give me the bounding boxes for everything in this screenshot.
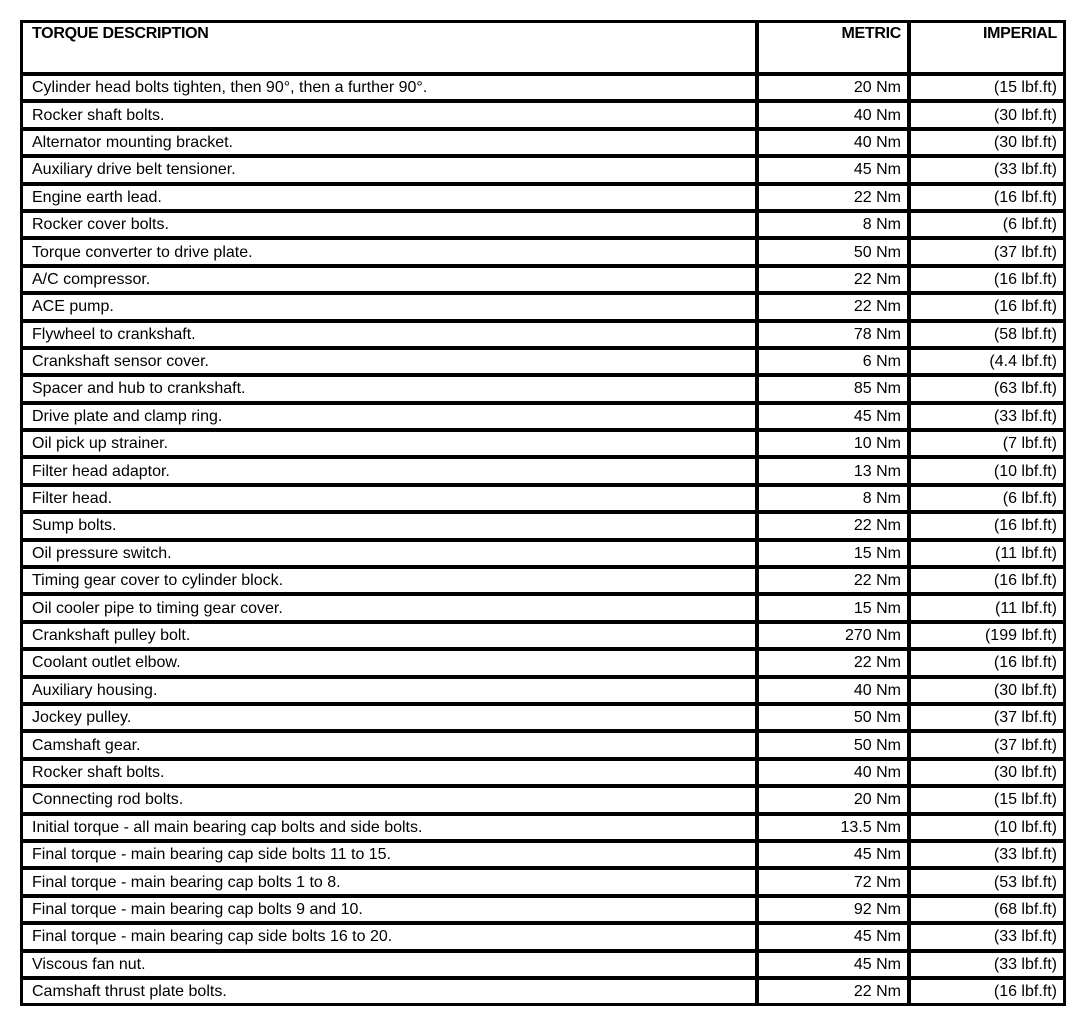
table-row <box>23 624 1063 651</box>
cell-metric: 50 Nm <box>759 733 911 760</box>
table-row <box>23 377 1063 404</box>
cell-metric: 92 Nm <box>759 898 911 925</box>
cell-description: Jockey pulley. <box>23 706 759 733</box>
cell-description: Engine earth lead. <box>23 186 759 213</box>
cell-description: Oil cooler pipe to timing gear cover. <box>23 596 759 623</box>
cell-description: Spacer and hub to crankshaft. <box>23 377 759 404</box>
cell-imperial: (16 lbf.ft) <box>911 268 1063 295</box>
cell-imperial: (30 lbf.ft) <box>911 131 1063 158</box>
table-row <box>23 679 1063 706</box>
cell-description: Rocker shaft bolts. <box>23 103 759 130</box>
cell-description: A/C compressor. <box>23 268 759 295</box>
cell-imperial: (11 lbf.ft) <box>911 596 1063 623</box>
table-row <box>23 213 1063 240</box>
cell-metric: 45 Nm <box>759 843 911 870</box>
cell-description: Timing gear cover to cylinder block. <box>23 569 759 596</box>
cell-description: Viscous fan nut. <box>23 953 759 980</box>
table-row <box>23 925 1063 952</box>
cell-imperial: (16 lbf.ft) <box>911 186 1063 213</box>
cell-metric: 72 Nm <box>759 870 911 897</box>
table-row <box>23 651 1063 678</box>
cell-description: Final torque - main bearing cap side bolts 16 to 20. <box>23 925 759 952</box>
cell-description: Rocker shaft bolts. <box>23 761 759 788</box>
cell-imperial: (30 lbf.ft) <box>911 103 1063 130</box>
cell-imperial: (58 lbf.ft) <box>911 323 1063 350</box>
cell-description: Camshaft thrust plate bolts. <box>23 980 759 1003</box>
cell-metric: 22 Nm <box>759 514 911 541</box>
table-row <box>23 487 1063 514</box>
table-body <box>23 76 1063 1003</box>
cell-imperial: (15 lbf.ft) <box>911 76 1063 103</box>
cell-imperial: (33 lbf.ft) <box>911 843 1063 870</box>
table-row <box>23 569 1063 596</box>
cell-metric: 6 Nm <box>759 350 911 377</box>
cell-description: Filter head adaptor. <box>23 459 759 486</box>
cell-metric: 45 Nm <box>759 405 911 432</box>
table-row <box>23 103 1063 130</box>
cell-imperial: (16 lbf.ft) <box>911 569 1063 596</box>
cell-metric: 50 Nm <box>759 240 911 267</box>
cell-metric: 20 Nm <box>759 788 911 815</box>
cell-description: Rocker cover bolts. <box>23 213 759 240</box>
cell-metric: 45 Nm <box>759 925 911 952</box>
cell-metric: 50 Nm <box>759 706 911 733</box>
cell-imperial: (37 lbf.ft) <box>911 733 1063 760</box>
table-row <box>23 459 1063 486</box>
table-row <box>23 76 1063 103</box>
table-row <box>23 788 1063 815</box>
table-row <box>23 514 1063 541</box>
cell-imperial: (10 lbf.ft) <box>911 459 1063 486</box>
cell-metric: 85 Nm <box>759 377 911 404</box>
cell-imperial: (30 lbf.ft) <box>911 679 1063 706</box>
cell-imperial: (68 lbf.ft) <box>911 898 1063 925</box>
cell-imperial: (30 lbf.ft) <box>911 761 1063 788</box>
table-row <box>23 268 1063 295</box>
cell-metric: 13.5 Nm <box>759 816 911 843</box>
table-row <box>23 816 1063 843</box>
cell-description: Crankshaft sensor cover. <box>23 350 759 377</box>
cell-metric: 45 Nm <box>759 158 911 185</box>
cell-metric: 22 Nm <box>759 268 911 295</box>
cell-metric: 78 Nm <box>759 323 911 350</box>
cell-description: Final torque - main bearing cap bolts 1 to 8. <box>23 870 759 897</box>
cell-imperial: (33 lbf.ft) <box>911 925 1063 952</box>
cell-metric: 40 Nm <box>759 131 911 158</box>
header-metric: METRIC <box>759 23 911 76</box>
cell-metric: 20 Nm <box>759 76 911 103</box>
cell-description: Sump bolts. <box>23 514 759 541</box>
cell-metric: 15 Nm <box>759 542 911 569</box>
cell-imperial: (63 lbf.ft) <box>911 377 1063 404</box>
cell-imperial: (37 lbf.ft) <box>911 240 1063 267</box>
cell-metric: 10 Nm <box>759 432 911 459</box>
header-row <box>23 23 1063 76</box>
cell-description: Initial torque - all main bearing cap bolts and side bolts. <box>23 816 759 843</box>
cell-imperial: (15 lbf.ft) <box>911 788 1063 815</box>
cell-metric: 40 Nm <box>759 679 911 706</box>
torque-table <box>20 20 1066 1006</box>
table-row <box>23 596 1063 623</box>
table-row <box>23 405 1063 432</box>
cell-imperial: (53 lbf.ft) <box>911 870 1063 897</box>
cell-imperial: (37 lbf.ft) <box>911 706 1063 733</box>
table-row <box>23 131 1063 158</box>
table-row <box>23 158 1063 185</box>
cell-imperial: (199 lbf.ft) <box>911 624 1063 651</box>
cell-imperial: (16 lbf.ft) <box>993 983 1057 1001</box>
cell-imperial: (4.4 lbf.ft) <box>911 350 1063 377</box>
cell-imperial: (33 lbf.ft) <box>911 158 1063 185</box>
table-row <box>23 980 1063 1003</box>
table-row <box>23 240 1063 267</box>
cell-imperial: (16 lbf.ft) <box>911 651 1063 678</box>
table-row <box>23 350 1063 377</box>
table-row <box>23 953 1063 980</box>
cell-description: ACE pump. <box>23 295 759 322</box>
table-row <box>23 733 1063 760</box>
cell-metric: 22 Nm <box>759 186 911 213</box>
cell-description: Auxiliary drive belt tensioner. <box>23 158 759 185</box>
cell-description: Oil pick up strainer. <box>23 432 759 459</box>
cell-description: Connecting rod bolts. <box>23 788 759 815</box>
cell-description: Coolant outlet elbow. <box>23 651 759 678</box>
cell-metric: 15 Nm <box>759 596 911 623</box>
cell-description: Auxiliary housing. <box>23 679 759 706</box>
table-row <box>23 542 1063 569</box>
table-row <box>23 843 1063 870</box>
cell-metric: 22 Nm <box>759 295 911 322</box>
header-description: TORQUE DESCRIPTION <box>23 23 759 76</box>
cell-description: Crankshaft pulley bolt. <box>23 624 759 651</box>
cell-description: Final torque - main bearing cap side bolts 11 to 15. <box>23 843 759 870</box>
table-row <box>23 432 1063 459</box>
cell-description: Flywheel to crankshaft. <box>23 323 759 350</box>
cell-imperial: (16 lbf.ft) <box>911 514 1063 541</box>
cell-description: Final torque - main bearing cap bolts 9 and 10. <box>23 898 759 925</box>
table-row <box>23 898 1063 925</box>
table-row <box>23 186 1063 213</box>
cell-imperial: (7 lbf.ft) <box>911 432 1063 459</box>
cell-metric: 8 Nm <box>759 487 911 514</box>
cell-imperial: (33 lbf.ft) <box>911 405 1063 432</box>
table-row <box>23 323 1063 350</box>
cell-metric: 40 Nm <box>759 761 911 788</box>
cell-description: Drive plate and clamp ring. <box>23 405 759 432</box>
table-row <box>23 706 1063 733</box>
cell-metric: 8 Nm <box>759 213 911 240</box>
cell-metric: 22 Nm <box>759 651 911 678</box>
torque-sheet <box>20 20 1060 1012</box>
cell-imperial: (10 lbf.ft) <box>911 816 1063 843</box>
cell-imperial: (11 lbf.ft) <box>911 542 1063 569</box>
cell-imperial: (6 lbf.ft) <box>911 213 1063 240</box>
cell-metric: 13 Nm <box>759 459 911 486</box>
cell-metric: 22 Nm <box>759 569 911 596</box>
cell-metric: 45 Nm <box>759 953 911 980</box>
cell-metric: 40 Nm <box>759 103 911 130</box>
cell-description: Filter head. <box>23 487 759 514</box>
cell-description: Torque converter to drive plate. <box>23 240 759 267</box>
cell-description: Alternator mounting bracket. <box>23 131 759 158</box>
cell-description: Camshaft gear. <box>23 733 759 760</box>
cell-description: Cylinder head bolts tighten, then 90°, then a further 90°. <box>23 76 759 103</box>
table-row <box>23 295 1063 322</box>
cell-imperial: (16 lbf.ft) <box>911 295 1063 322</box>
cell-metric: 22 Nm <box>759 980 911 1003</box>
table-header <box>23 23 1063 76</box>
cell-imperial: (6 lbf.ft) <box>911 487 1063 514</box>
table-row <box>23 870 1063 897</box>
header-imperial: IMPERIAL <box>911 23 1063 76</box>
cell-imperial: (33 lbf.ft) <box>911 953 1063 980</box>
table-row <box>23 761 1063 788</box>
cell-description: Oil pressure switch. <box>23 542 759 569</box>
cell-metric: 270 Nm <box>759 624 911 651</box>
